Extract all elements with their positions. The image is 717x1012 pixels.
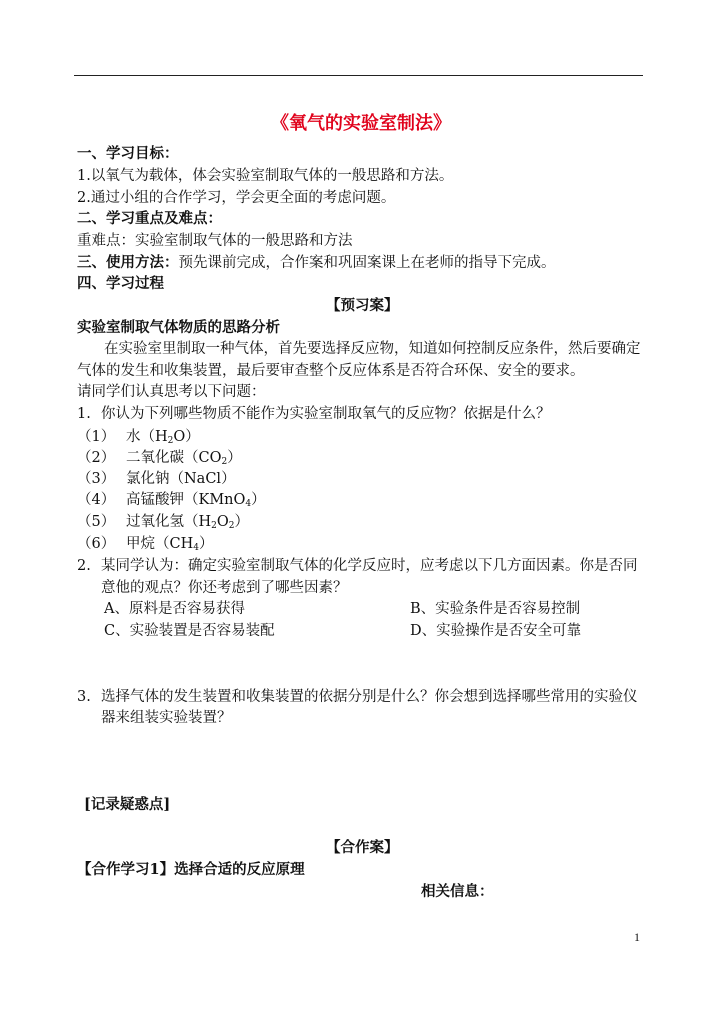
question-2-number: 2. (77, 558, 91, 574)
header-rule (74, 75, 643, 76)
choice-b: B、实验条件是否容易控制 (410, 601, 581, 617)
section-process-heading: 四、学习过程 (77, 275, 164, 292)
option-number: （4） (77, 492, 116, 508)
page-number: 1 (634, 930, 640, 944)
question-1-number: 1. (77, 406, 91, 422)
choice-a: A、原料是否容易获得 (104, 601, 245, 617)
document-title: 《氧气的实验室制法》 (271, 113, 451, 134)
option-substance: 高锰酸钾（KMnO$_4$） (126, 492, 266, 509)
question-1-text: 你认为下列哪些物质不能作为实验室制取氧气的反应物？依据是什么？ (101, 406, 551, 422)
option-substance: 水$(H_2O)$ (126, 429, 200, 446)
choice-d: D、实验操作是否安全可靠 (410, 623, 582, 639)
question-3-line-2: 器来组装实验装置？ (101, 710, 232, 726)
option-substance: 过氧化氢$(H_2O_2)$ (126, 514, 250, 531)
cooperation-case-heading: 【合作案】 (326, 839, 399, 856)
objective-item-1: 1.以氧气为载体，体会实验室制取气体的一般思路和方法。 (77, 168, 454, 184)
section-objectives-heading: 一、学习目标： (77, 145, 179, 162)
cooperation-study-1-heading: 【合作学习1】选择合适的反应原理 (77, 861, 305, 878)
option-number: （6） (77, 536, 116, 552)
intro-paragraph-line-2: 气体的发生和收集装置，最后要审查整个反应体系是否符合环保、安全的要求。 (77, 363, 585, 379)
question-2-line-1: 某同学认为：确定实验室制取气体的化学反应时，应考虑以下几方面因素。你是否同 (101, 558, 638, 574)
option-substance: 甲烷$(CH_4)$ (126, 536, 214, 553)
usage-line (77, 253, 556, 273)
choice-c: C、实验装置是否容易装配 (104, 623, 275, 639)
related-info-label: 相关信息： (421, 883, 494, 900)
option-number: （2） (77, 450, 116, 466)
usage-text: 预先课前完成，合作案和巩固案课上在老师的指导下完成。 (178, 255, 556, 271)
preview-case-heading: 【预习案】 (326, 297, 399, 314)
intro-paragraph-line-1: 在实验室里制取一种气体，首先要选择反应物，知道如何控制反应条件，然后要确定 (104, 341, 641, 357)
analysis-heading: 实验室制取气体物质的思路分析 (77, 319, 280, 336)
record-doubts-label: [记录疑惑点] (84, 796, 171, 813)
keypoints-text: 重难点：实验室制取气体的一般思路和方法 (77, 233, 353, 249)
think-prompt: 请同学们认真思考以下问题： (77, 384, 266, 400)
objective-item-2: 2.通过小组的合作学习，学会更全面的考虑问题。 (77, 190, 396, 206)
option-number: （3） (77, 471, 116, 487)
option-substance: 二氧化碳$(CO_2)$ (126, 450, 242, 467)
option-number: （5） (77, 514, 116, 530)
section-usage-heading: 三、使用方法： (77, 254, 179, 271)
question-3-line-1: 选择气体的发生装置和收集装置的依据分别是什么？你会想到选择哪些常用的实验仪 (101, 689, 638, 705)
section-keypoints-heading: 二、学习重点及难点： (77, 210, 222, 227)
option-substance: 氯化钠（NaCl） (126, 471, 236, 487)
question-2-line-2: 意他的观点？你还考虑到了哪些因素？ (101, 580, 348, 596)
option-number: （1） (77, 429, 116, 445)
question-3-number: 3. (77, 689, 91, 705)
